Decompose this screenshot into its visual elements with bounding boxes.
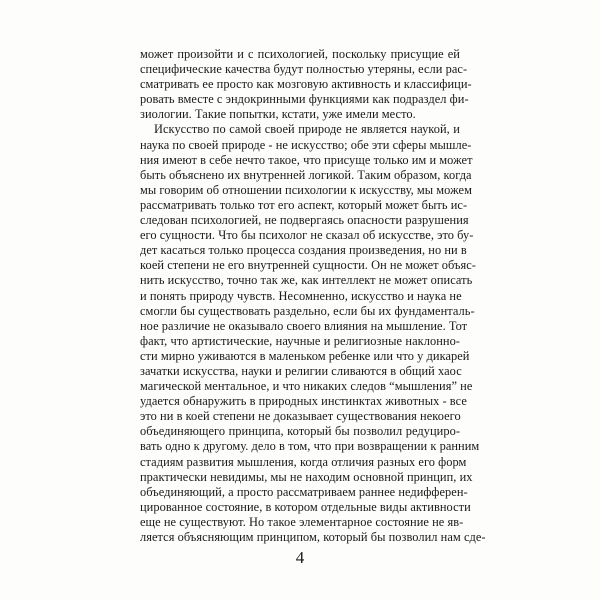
body-text (140, 47, 486, 545)
text-line: наука по своей природе - не искусство; обе эти сферы мышле- (140, 137, 472, 152)
text-line: ное различие не оказывало своего влияния на мышление. Тот (140, 318, 468, 333)
text-line: и понять природу чувств. Несомненно, искусство и наука не (140, 288, 462, 303)
text-line: рассматривать только тот его аспект, который может быть ис- (140, 197, 468, 212)
text-line: вать одно к другому. дело в том, что при возвращении к ранним (140, 439, 480, 454)
text-line: факт, что артистические, научные и религиозные наклонно- (140, 333, 460, 348)
text-line: дет касаться только процесса создания произведения, но ни в (140, 243, 467, 258)
text-line: ровать вместе с эндокринными функциями как подраздел фи- (140, 92, 469, 107)
text-line: коей степени не его внутренней сущности. Он не может объяс- (140, 258, 476, 273)
text-line: нить искусство, точно так же, как интеллект не может описать (140, 273, 473, 288)
text-line: может произойти и с психологией, поскольку присущие ей (140, 47, 460, 61)
text-line: объединяющего принципа, который бы позволил редуциро- (140, 424, 460, 439)
text-line: следован психологией, не подвергаясь опасности разрушения (140, 213, 469, 228)
text-line: зиологии. Такие попытки, кстати, уже имели место. (140, 107, 416, 122)
text-line: это ни в коей степени не доказывает существования некоего (140, 409, 461, 424)
text-line: его сущности. Что бы психолог не сказал об искусстве, это бу- (140, 228, 474, 243)
text-line: сматривать ее просто как мозговую активность и классифици- (140, 77, 472, 92)
text-line: смогли бы существовать раздельно, если бы их фундаменталь- (140, 303, 475, 318)
text-line: быть объяснено их внутренней логикой. Таким образом, когда (140, 167, 472, 182)
text-line: ляется объясняющим принципом, который бы позволил нам сде- (140, 530, 486, 544)
text-line: практически невидимы, мы не находим основной принцип, их (140, 469, 473, 484)
text-line: еще не существуют. Но такое элементарное состояние не яв- (140, 514, 464, 529)
text-line: специфические качества будут полностью утеряны, если рас- (140, 62, 468, 77)
text-line: удается обнаружить в природных инстинктах животных - все (140, 394, 467, 409)
text-line: ния имеют в себе нечто такое, что присуще только им и может (140, 152, 473, 167)
text-line: зачатки искусства, науки и религии сливаются в общий хаос (140, 363, 462, 378)
text-line: объединяющий, а просто рассматриваем раннее недифферен- (140, 484, 468, 499)
text-line: сти мирно уживаются в маленьком ребенке или что у дикарей (140, 348, 470, 363)
paragraph-first-line: Искусство по самой своей природе не является наукой, и (154, 122, 460, 137)
page-number: 4 (295, 548, 305, 567)
text-line: стадиям развития мышления, когда отличия разных его форм (140, 454, 467, 469)
text-line: цированное состояние, в котором отдельные виды активности (140, 499, 471, 514)
text-line: мы говорим об отношении психологии к искусству, мы можем (140, 182, 473, 197)
text-line: магической ментальное, и что никаких следов “мышления” не (140, 379, 473, 394)
